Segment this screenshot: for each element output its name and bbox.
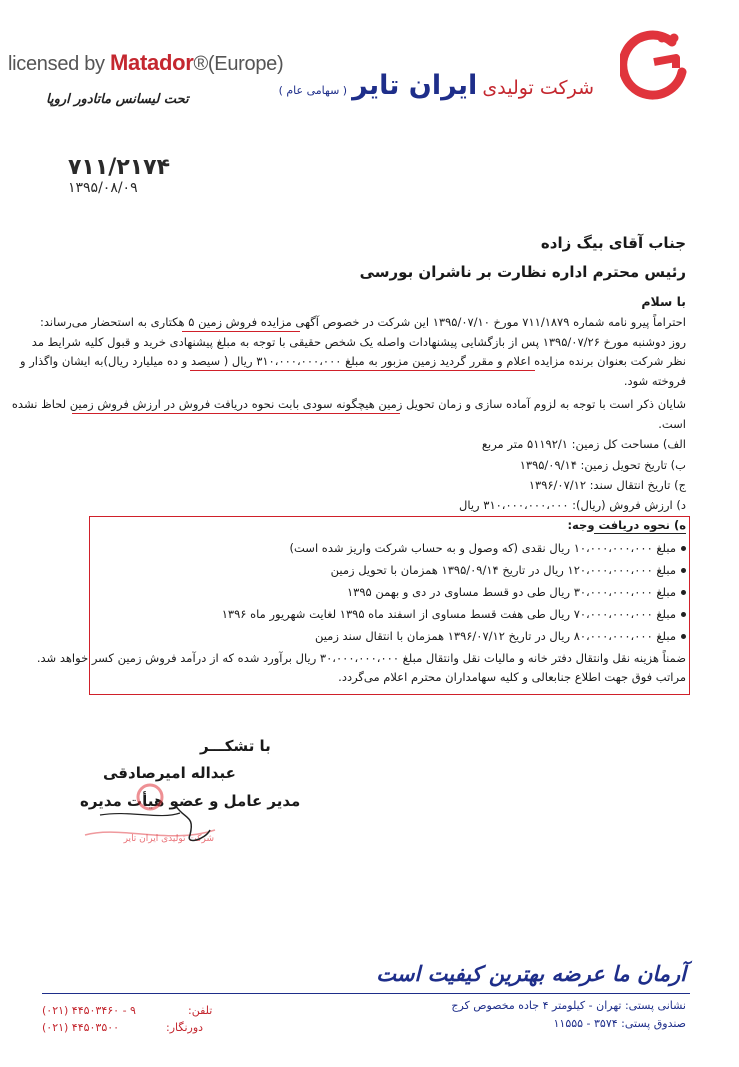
footer-slogan: آرمان ما عرضه بهترین کیفیت است [376, 962, 686, 986]
payment-bullet-1: مبلغ ۱۰،۰۰۰،۰۰۰،۰۰۰ ریال نقدی (که وصول و به حساب شرکت واریز شده است) [290, 541, 686, 555]
underline-3 [72, 413, 400, 414]
stamp-signature-icon [80, 775, 220, 855]
payment-note-1: ضمناً هزینه نقل وانتقال دفتر خانه و مالیات نقل وانتقال مبلغ ۳۰،۰۰۰،۰۰۰،۰۰۰ ریال برآورد شده که از درآمد فروش زمین کسر خواهد شد. [36, 651, 686, 665]
signature-thanks: با تشکـــر [200, 737, 271, 755]
stamp-text: شرکت تولیدی ایران تایر [123, 834, 214, 844]
footer-divider [42, 993, 690, 994]
payment-title-underline [594, 533, 686, 534]
item-sale-value: د) ارزش فروش (ریال): ۳۱۰،۰۰۰،۰۰۰،۰۰۰ ریال [458, 498, 686, 512]
underline-1 [182, 331, 300, 332]
body-line-3: نظر شرکت بعنوان برنده مزایده اعلام و مقرر گردید زمین مزبور به مبلغ ۳۱۰،۰۰۰،۰۰۰،۰۰۰ ریال ( سیصد و ده میلیارد ریال)به ایشان واگذار و [20, 354, 686, 368]
license-text-en [8, 50, 283, 76]
payment-bullet-4: مبلغ ۷۰،۰۰۰،۰۰۰،۰۰۰ ریال طی هفت قسط مساوی از اسفند ماه ۱۳۹۵ لغایت شهریور ماه ۱۳۹۶ [222, 607, 686, 621]
letter-date: ۱۳۹۵/۰۸/۰۹ [68, 180, 138, 196]
bullet-icon [681, 546, 686, 551]
bullet-icon [681, 612, 686, 617]
company-name [279, 70, 594, 101]
recipient-name: جناب آقای بیگ زاده [540, 234, 686, 252]
company-main-name: ایران تایر [352, 70, 478, 101]
signature-position: مدیر عامل و عضو هیأت مدیره [80, 792, 301, 810]
payment-title: ه) نحوه دریافت وجه: [567, 518, 686, 532]
license-prefix: licensed by [8, 53, 105, 75]
footer-phone: (۰۲۱) ۴۴۵۰۳۴۶۰ - ۹ [42, 1004, 136, 1017]
bullet-icon [681, 590, 686, 595]
bullet-icon [681, 568, 686, 573]
body-line-5: شایان ذکر است با توجه به لزوم آماده سازی و زمان تحویل زمین هیچگونه سودی بابت نحوه دریافت فروش در ارزش فروش زمین لحاظ نشده [11, 397, 686, 411]
body-line-2: روز دوشنبه مورخ ۱۳۹۵/۰۷/۲۶ پس از بازگشایی پیشنهادات واصله یک شخص حقیقی با توجه به مبلغ پیشنهادی خرید و قبول کلیه شرایط مد [31, 335, 686, 349]
company-prefix: شرکت تولیدی [482, 77, 594, 99]
payment-note-2: مراتب فوق جهت اطلاع جنابعالی و کلیه سهامداران محترم اعلام می‌گردد. [338, 670, 686, 684]
license-suffix: ®(Europe) [193, 53, 284, 75]
body-line-4: فروخته شود. [623, 374, 686, 388]
license-text-fa: تحت لیسانس ماتادور اروپا [46, 92, 189, 107]
payment-bullet-5: مبلغ ۸۰،۰۰۰،۰۰۰،۰۰۰ ریال در تاریخ ۱۳۹۶/۰۷/۱۲ همزمان با انتقال سند زمین [315, 629, 686, 643]
body-line-6: است. [658, 417, 686, 431]
payment-bullet-3: مبلغ ۳۰،۰۰۰،۰۰۰،۰۰۰ ریال طی دو قسط مساوی در دی و بهمن ۱۳۹۵ [347, 585, 686, 599]
license-brand: Matador [110, 50, 194, 75]
underline-2 [190, 370, 535, 371]
signature-name: عبداله امیرصادقی [103, 764, 236, 782]
footer-fax-label: دورنگار: [166, 1021, 204, 1034]
recipient-title: رئیس محترم اداره نظارت بر ناشران بورسی [359, 263, 686, 281]
item-area: الف) مساحت کل زمین: ۵۱۱۹۲/۱ متر مربع [481, 437, 686, 451]
footer-phone-label: تلفن: [188, 1004, 213, 1017]
company-logo-icon [620, 28, 690, 106]
footer-fax: (۰۲۱) ۴۴۵۰۳۵۰۰ [42, 1021, 120, 1034]
body-line-1: احتراماً پیرو نامه شماره ۷۱۱/۱۸۷۹ مورخ ۱۳۹۵/۰۷/۱۰ این شرکت در خصوص آگهی مزایده فروش زمین ۵ هکتاری به استحضار می‌رساند: [40, 315, 686, 329]
item-delivery-date: ب) تاریخ تحویل زمین: ۱۳۹۵/۰۹/۱۴ [519, 458, 686, 472]
payment-bullet-2: مبلغ ۱۲۰،۰۰۰،۰۰۰،۰۰۰ ریال در تاریخ ۱۳۹۵/۰۹/۱۴ همزمان با تحویل زمین [331, 563, 686, 577]
company-type: ( سهامی عام ) [278, 84, 348, 97]
bullet-icon [681, 634, 686, 639]
greeting: با سلام [641, 294, 686, 309]
footer-address: نشانی پستی: تهران - کیلومتر ۴ جاده مخصوص کرج [451, 999, 686, 1012]
item-transfer-date: ج) تاریخ انتقال سند: ۱۳۹۶/۰۷/۱۲ [528, 478, 686, 492]
letter-number: ۷۱۱/۲۱۷۴ [68, 155, 171, 180]
footer-pobox: صندوق پستی: ۳۵۷۴ - ۱۱۵۵۵ [553, 1017, 686, 1030]
